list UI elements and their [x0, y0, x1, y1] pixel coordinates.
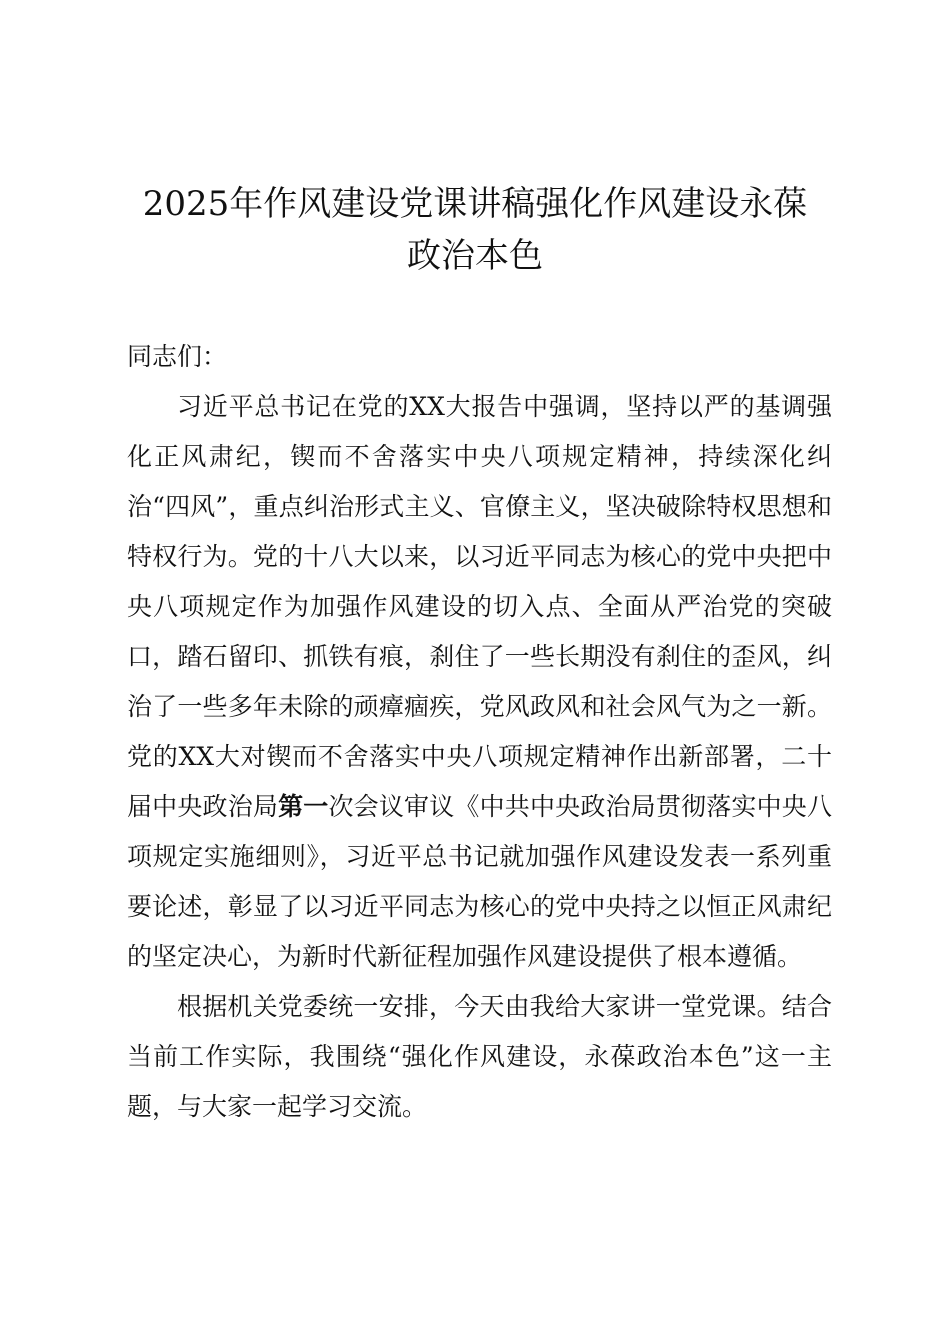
paragraph-1-text-a: 习近平总书记在党的XX大报告中强调，坚持以严的基调强化正风肃纪，锲而不舍落实中央八项规定精神，持续深化纠治“四风”，重点纠治形式主义、官僚主义，坚决破除特权思想和特权行为。党的十八大以来，以习近平同志为核心的党中央把中央八项规定作为加强作风建设的切入点、全面从严治党的突破口，踏石留印、抓铁有痕，刹住了一些长期没有刹住的歪风，纠治了一些多年未除的顽瘴痼疾，党风政风和社会风气为之一新。党的XX大对锲而不舍落实中央八项规定精神作出新部署，二十届中央政治局: [127, 392, 832, 821]
document-body: [127, 332, 832, 1132]
paragraph-2: 根据机关党委统一安排，今天由我给大家讲一堂党课。结合当前工作实际，我围绕“强化作风建设，永葆政治本色”这一主题，与大家一起学习交流。: [127, 992, 832, 1121]
paragraph-1-bold-text: 第一: [278, 792, 329, 821]
salutation: 同志们：: [127, 342, 228, 371]
title-line-1: 2025年作风建设党课讲稿强化作风建设永葆: [142, 184, 808, 224]
title-line-2: 政治本色: [407, 236, 543, 276]
paragraph-1: [127, 382, 832, 982]
document-title: [110, 178, 840, 282]
paragraph-1-text-b: 次会议审议《中共中央政治局贯彻落实中央八项规定实施细则》，习近平总书记就加强作风建设发表一系列重要论述，彰显了以习近平同志为核心的党中央持之以恒正风肃纪的坚定决心，为新时代新征程加强作风建设提供了根本遵循。: [127, 792, 832, 971]
